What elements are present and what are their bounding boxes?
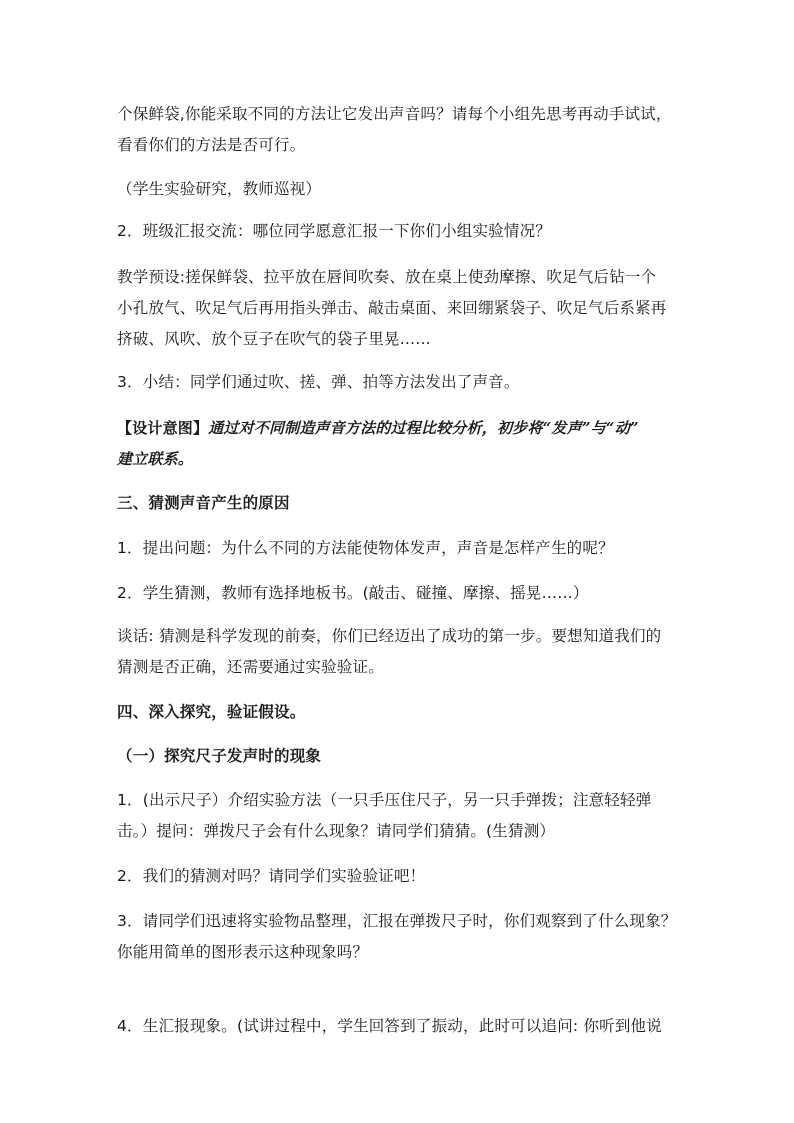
- paragraph-talk: [117, 621, 687, 683]
- text-line: 挤破、风吹、放个豆子在吹气的袋子里晃……: [117, 330, 432, 348]
- heading-text: 三、猜测声音产生的原因: [117, 494, 290, 512]
- design-intent-tag: 【设计意图】: [117, 419, 209, 437]
- text-line: 个保鲜袋,你能采取不同的方法让它发出声音吗？请每个小组先思考再动手试试，: [117, 105, 672, 123]
- text-line: 你能用简单的图形表示这种现象吗？: [117, 943, 369, 961]
- paragraph-teaching-preset: [117, 262, 687, 355]
- text-line: [117, 413, 687, 444]
- paragraph-class-report: [117, 216, 687, 247]
- design-intent-text: 通过对不同制造声音方法的过程比较分析，初步将“发声”与“动”: [208, 419, 639, 437]
- text-line: 3．请同学们迅速将实验物品整理，汇报在弹拨尺子时，你们观察到了什么现象？: [117, 912, 677, 930]
- paragraph-student-report: [117, 1011, 687, 1042]
- paragraph-student-experiment: [117, 174, 687, 205]
- text-line: 2．我们的猜测对吗？请同学们实验验证吧！: [117, 867, 426, 885]
- text-line: 建立联系。: [117, 450, 194, 468]
- text-line: 2．学生猜测，教师有选择地板书。(敲击、碰撞、摩擦、摇晃……）: [117, 584, 589, 602]
- text-line: 看看你们的方法是否可行。: [117, 136, 306, 154]
- text-line: 猜测是否正确，还需要通过实验验证。: [117, 658, 384, 676]
- text-line: 2．班级汇报交流：哪位同学愿意汇报一下你们小组实验情况？: [117, 222, 551, 240]
- section-heading-3: [117, 488, 687, 519]
- paragraph-report-phenomenon: [117, 906, 687, 968]
- paragraph-verify: [117, 861, 687, 892]
- paragraph-raise-question: [117, 533, 687, 564]
- heading-text: 四、深入探究，验证假设。: [117, 703, 306, 721]
- text-line: 3．小结：同学们通过吹、搓、弹、拍等方法发出了声音。: [117, 373, 520, 391]
- text-line: 小孔放气、吹足气后再用指头弹击、敲击桌面、来回绷紧袋子、吹足气后系紧再: [117, 299, 667, 317]
- section-heading-4: [117, 697, 687, 728]
- text-line: 谈话: 猜测是科学发现的前奏，你们已经迈出了成功的第一步。要想知道我们的: [117, 627, 662, 645]
- heading-text: （一）探究尺子发声时的现象: [117, 747, 322, 765]
- design-intent-block: [117, 413, 687, 475]
- paragraph-student-guess: [117, 578, 687, 609]
- paragraph-summary: [117, 367, 687, 398]
- text-line: 4．生汇报现象。(试讲过程中，学生回答到了振动，此时可以追问: 你听到他说: [117, 1017, 662, 1035]
- paragraph-show-ruler: [117, 785, 687, 847]
- subsection-heading-1: [117, 741, 687, 772]
- text-line: 教学预设:搓保鲜袋、拉平放在唇间吹奏、放在桌上使劲摩擦、吹足气后钻一个: [117, 268, 657, 286]
- paragraph-question: [117, 99, 687, 161]
- text-line: 击。）提问：弹拨尺子会有什么现象？请同学们猜猜。(生猜测）: [117, 822, 556, 840]
- text-line: 1．提出问题：为什么不同的方法能使物体发声，声音是怎样产生的呢？: [117, 539, 614, 557]
- text-line: 1．(出示尺子）介绍实验方法（一只手压住尺子，另一只手弹拨；注意轻轻弹: [117, 791, 652, 809]
- text-line: （学生实验研究，教师巡视）: [117, 180, 322, 198]
